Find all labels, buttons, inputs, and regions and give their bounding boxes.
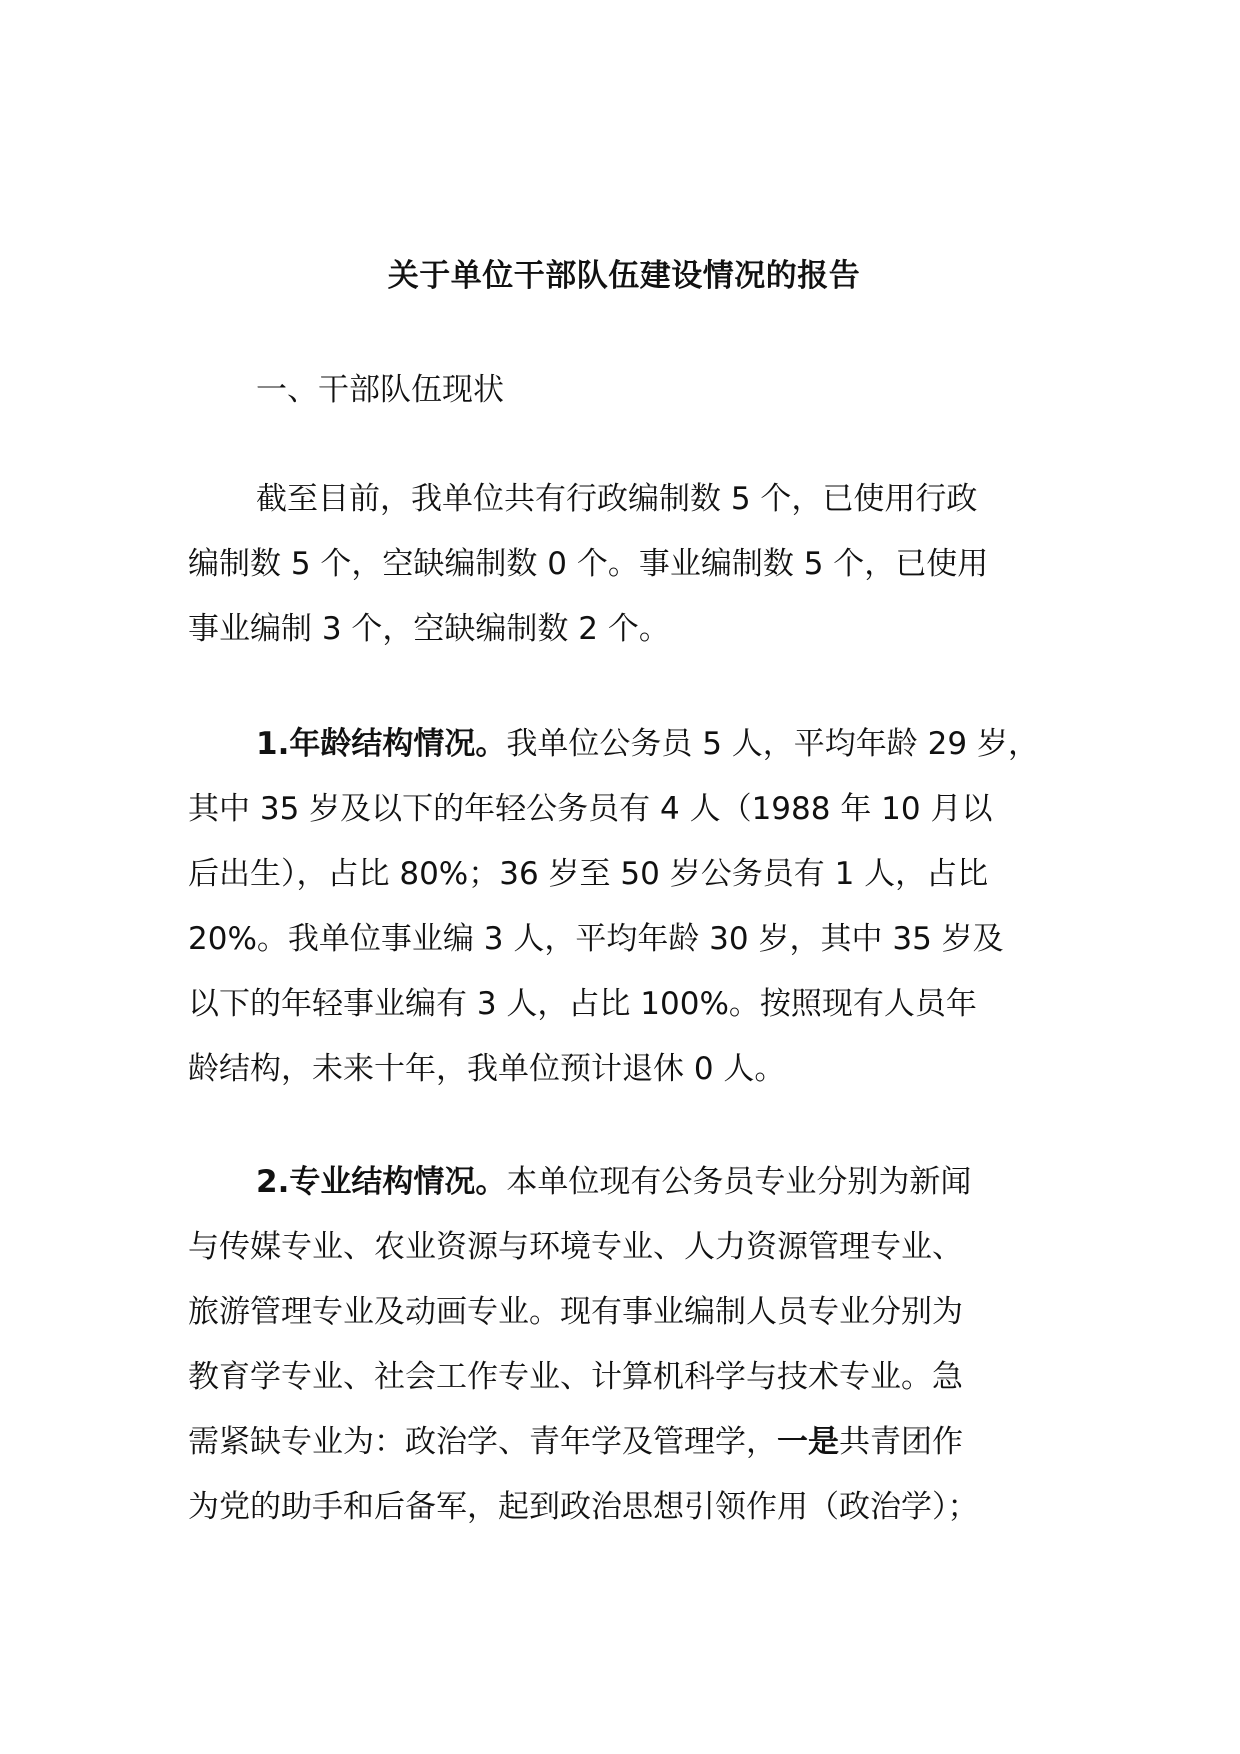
- paragraph-line: 其中 35 岁及以下的年轻公务员有 4 人（1988 年 10 月以: [188, 791, 993, 827]
- paragraph-text: 我单位公务员 5 人，平均年龄 29 岁，: [506, 726, 1039, 762]
- paragraph-major-structure: [188, 1150, 1068, 1540]
- paragraph-staffing: [188, 467, 1068, 662]
- paragraph-line: 截至目前，我单位共有行政编制数 5 个，已使用行政: [256, 481, 978, 517]
- section-heading: 一、干部队伍现状: [256, 372, 504, 408]
- paragraph-line: 为党的助手和后备军，起到政治思想引领作用（政治学）；: [188, 1489, 979, 1525]
- paragraph-line: 龄结构，未来十年，我单位预计退休 0 人。: [188, 1051, 786, 1087]
- document-title: 关于单位干部队伍建设情况的报告: [387, 258, 861, 294]
- paragraph-lead: 2.专业结构情况。: [256, 1164, 507, 1200]
- paragraph-line: 编制数 5 个，空缺编制数 0 个。事业编制数 5 个，已使用: [188, 546, 989, 582]
- paragraph-line: [188, 1410, 1068, 1475]
- paragraph-line: 以下的年轻事业编有 3 人，占比 100%。按照现有人员年: [188, 986, 977, 1022]
- paragraph-line: 旅游管理专业及动画专业。现有事业编制人员专业分别为: [188, 1294, 963, 1330]
- paragraph-text: 本单位现有公务员专业分别为新闻: [506, 1164, 972, 1200]
- paragraph-line: 与传媒专业、农业资源与环境专业、人力资源管理专业、: [188, 1229, 963, 1265]
- paragraph-age-structure: [188, 712, 1068, 1102]
- paragraph-line: 后出生），占比 80%；36 岁至 50 岁公务员有 1 人，占比: [188, 856, 989, 892]
- paragraph-line: [188, 712, 1068, 777]
- paragraph-text: 共青团作: [839, 1424, 963, 1460]
- emphasis-text: 一是: [777, 1424, 839, 1460]
- paragraph-line: [188, 1150, 1068, 1215]
- paragraph-line: 事业编制 3 个，空缺编制数 2 个。: [188, 611, 670, 647]
- paragraph-line: 20%。我单位事业编 3 人，平均年龄 30 岁，其中 35 岁及: [188, 921, 1004, 957]
- paragraph-text: 需紧缺专业为：政治学、青年学及管理学，: [188, 1424, 777, 1460]
- paragraph-line: 教育学专业、社会工作专业、计算机科学与技术专业。急: [188, 1359, 963, 1395]
- paragraph-lead: 1.年龄结构情况。: [256, 726, 507, 762]
